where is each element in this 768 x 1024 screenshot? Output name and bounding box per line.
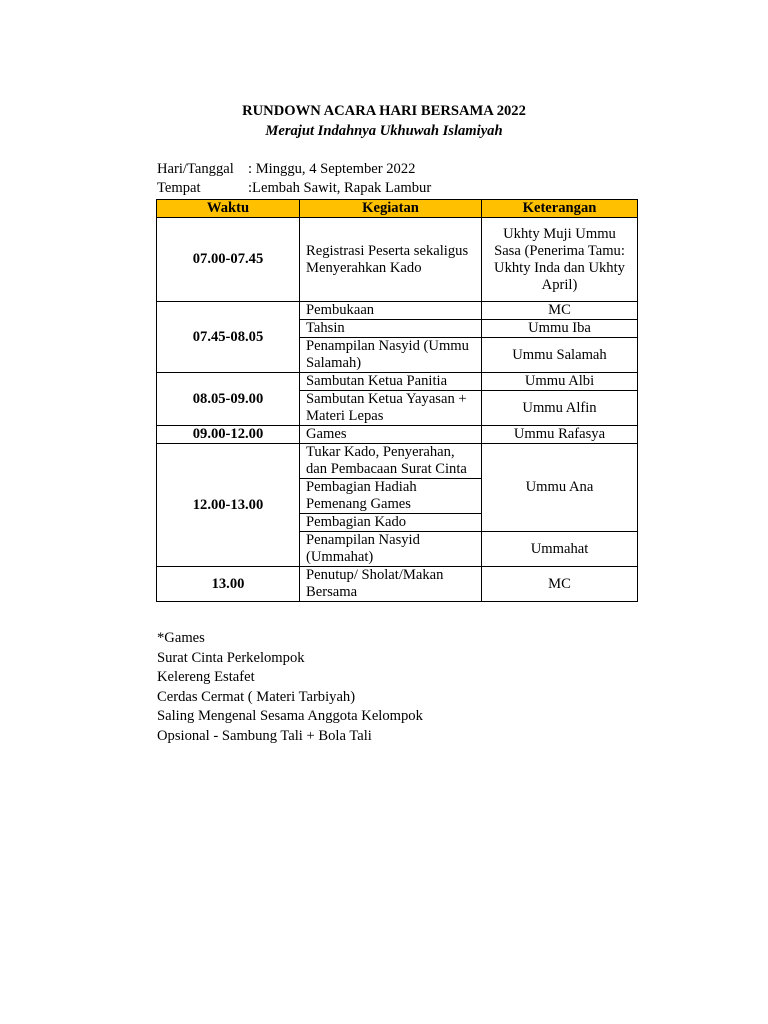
games-notes-item: Kelereng Estafet (157, 669, 255, 685)
table-row (157, 302, 638, 320)
time-cell: 09.00-12.00 (157, 426, 300, 444)
time-cell: 13.00 (157, 567, 300, 602)
activity-cell: Sambutan Ketua Panitia (300, 373, 482, 391)
document-title: RUNDOWN ACARA HARI BERSAMA 2022 (242, 103, 526, 119)
activity-cell: Registrasi Peserta sekaligus Menyerahkan Kado (300, 218, 482, 302)
time-cell: 08.05-09.00 (157, 373, 300, 426)
rundown-table (156, 199, 638, 602)
note-cell: MC (482, 567, 638, 602)
document-subtitle: Merajut Indahnya Ukhuwah Islamiyah (265, 123, 503, 139)
activity-cell: Pembagian Kado (300, 514, 482, 532)
date-label: Hari/Tanggal (157, 161, 234, 177)
place-row (157, 179, 431, 198)
activity-cell: Sambutan Ketua Yayasan + Materi Lepas (300, 391, 482, 426)
activity-cell: Pembukaan (300, 302, 482, 320)
time-cell: 07.45-08.05 (157, 302, 300, 373)
place-value: :Lembah Sawit, Rapak Lambur (248, 180, 432, 196)
table-row (157, 218, 638, 302)
games-notes (157, 629, 423, 746)
activity-cell: Tukar Kado, Penyerahan, dan Pembacaan Surat Cinta (300, 444, 482, 479)
activity-cell: Tahsin (300, 320, 482, 338)
table-row (157, 567, 638, 602)
games-notes-item: Cerdas Cermat ( Materi Tarbiyah) (157, 688, 356, 705)
table-row (157, 444, 638, 479)
table-row (157, 373, 638, 391)
time-cell: 07.00-07.45 (157, 218, 300, 302)
games-notes-item: Opsional - Sambung Tali + Bola Tali (157, 727, 372, 744)
note-cell: MC (482, 302, 638, 320)
activity-cell: Penampilan Nasyid (Ummu Salamah) (300, 338, 482, 373)
header-keterangan: Keterangan (482, 200, 638, 218)
activity-cell: Pembagian Hadiah Pemenang Games (300, 479, 482, 514)
table-row (157, 426, 638, 444)
note-cell: Ummu Ana (482, 444, 638, 532)
activity-cell: Games (300, 426, 482, 444)
games-notes-item: Saling Mengenal Sesama Anggota Kelompok (157, 708, 423, 724)
note-cell: Ummahat (482, 532, 638, 567)
time-cell: 12.00-13.00 (157, 444, 300, 567)
note-cell: Ummu Iba (482, 320, 638, 338)
header-waktu: Waktu (157, 200, 300, 218)
activity-cell: Penampilan Nasyid (Ummahat) (300, 532, 482, 567)
note-cell: Ummu Rafasya (482, 426, 638, 444)
note-cell: Ukhty Muji Ummu Sasa (Penerima Tamu: Ukhty Inda dan Ukhty April) (482, 218, 638, 302)
note-cell: Ummu Albi (482, 373, 638, 391)
place-label: Tempat (157, 180, 201, 196)
table-header-row (157, 200, 638, 218)
games-notes-item: Surat Cinta Perkelompok (157, 649, 305, 666)
games-notes-heading: *Games (157, 630, 205, 646)
date-value: : Minggu, 4 September 2022 (248, 161, 416, 177)
date-row (157, 160, 415, 179)
activity-cell: Penutup/ Sholat/Makan Bersama (300, 567, 482, 602)
header-kegiatan: Kegiatan (300, 200, 482, 218)
note-cell: Ummu Alfin (482, 391, 638, 426)
note-cell: Ummu Salamah (482, 338, 638, 373)
